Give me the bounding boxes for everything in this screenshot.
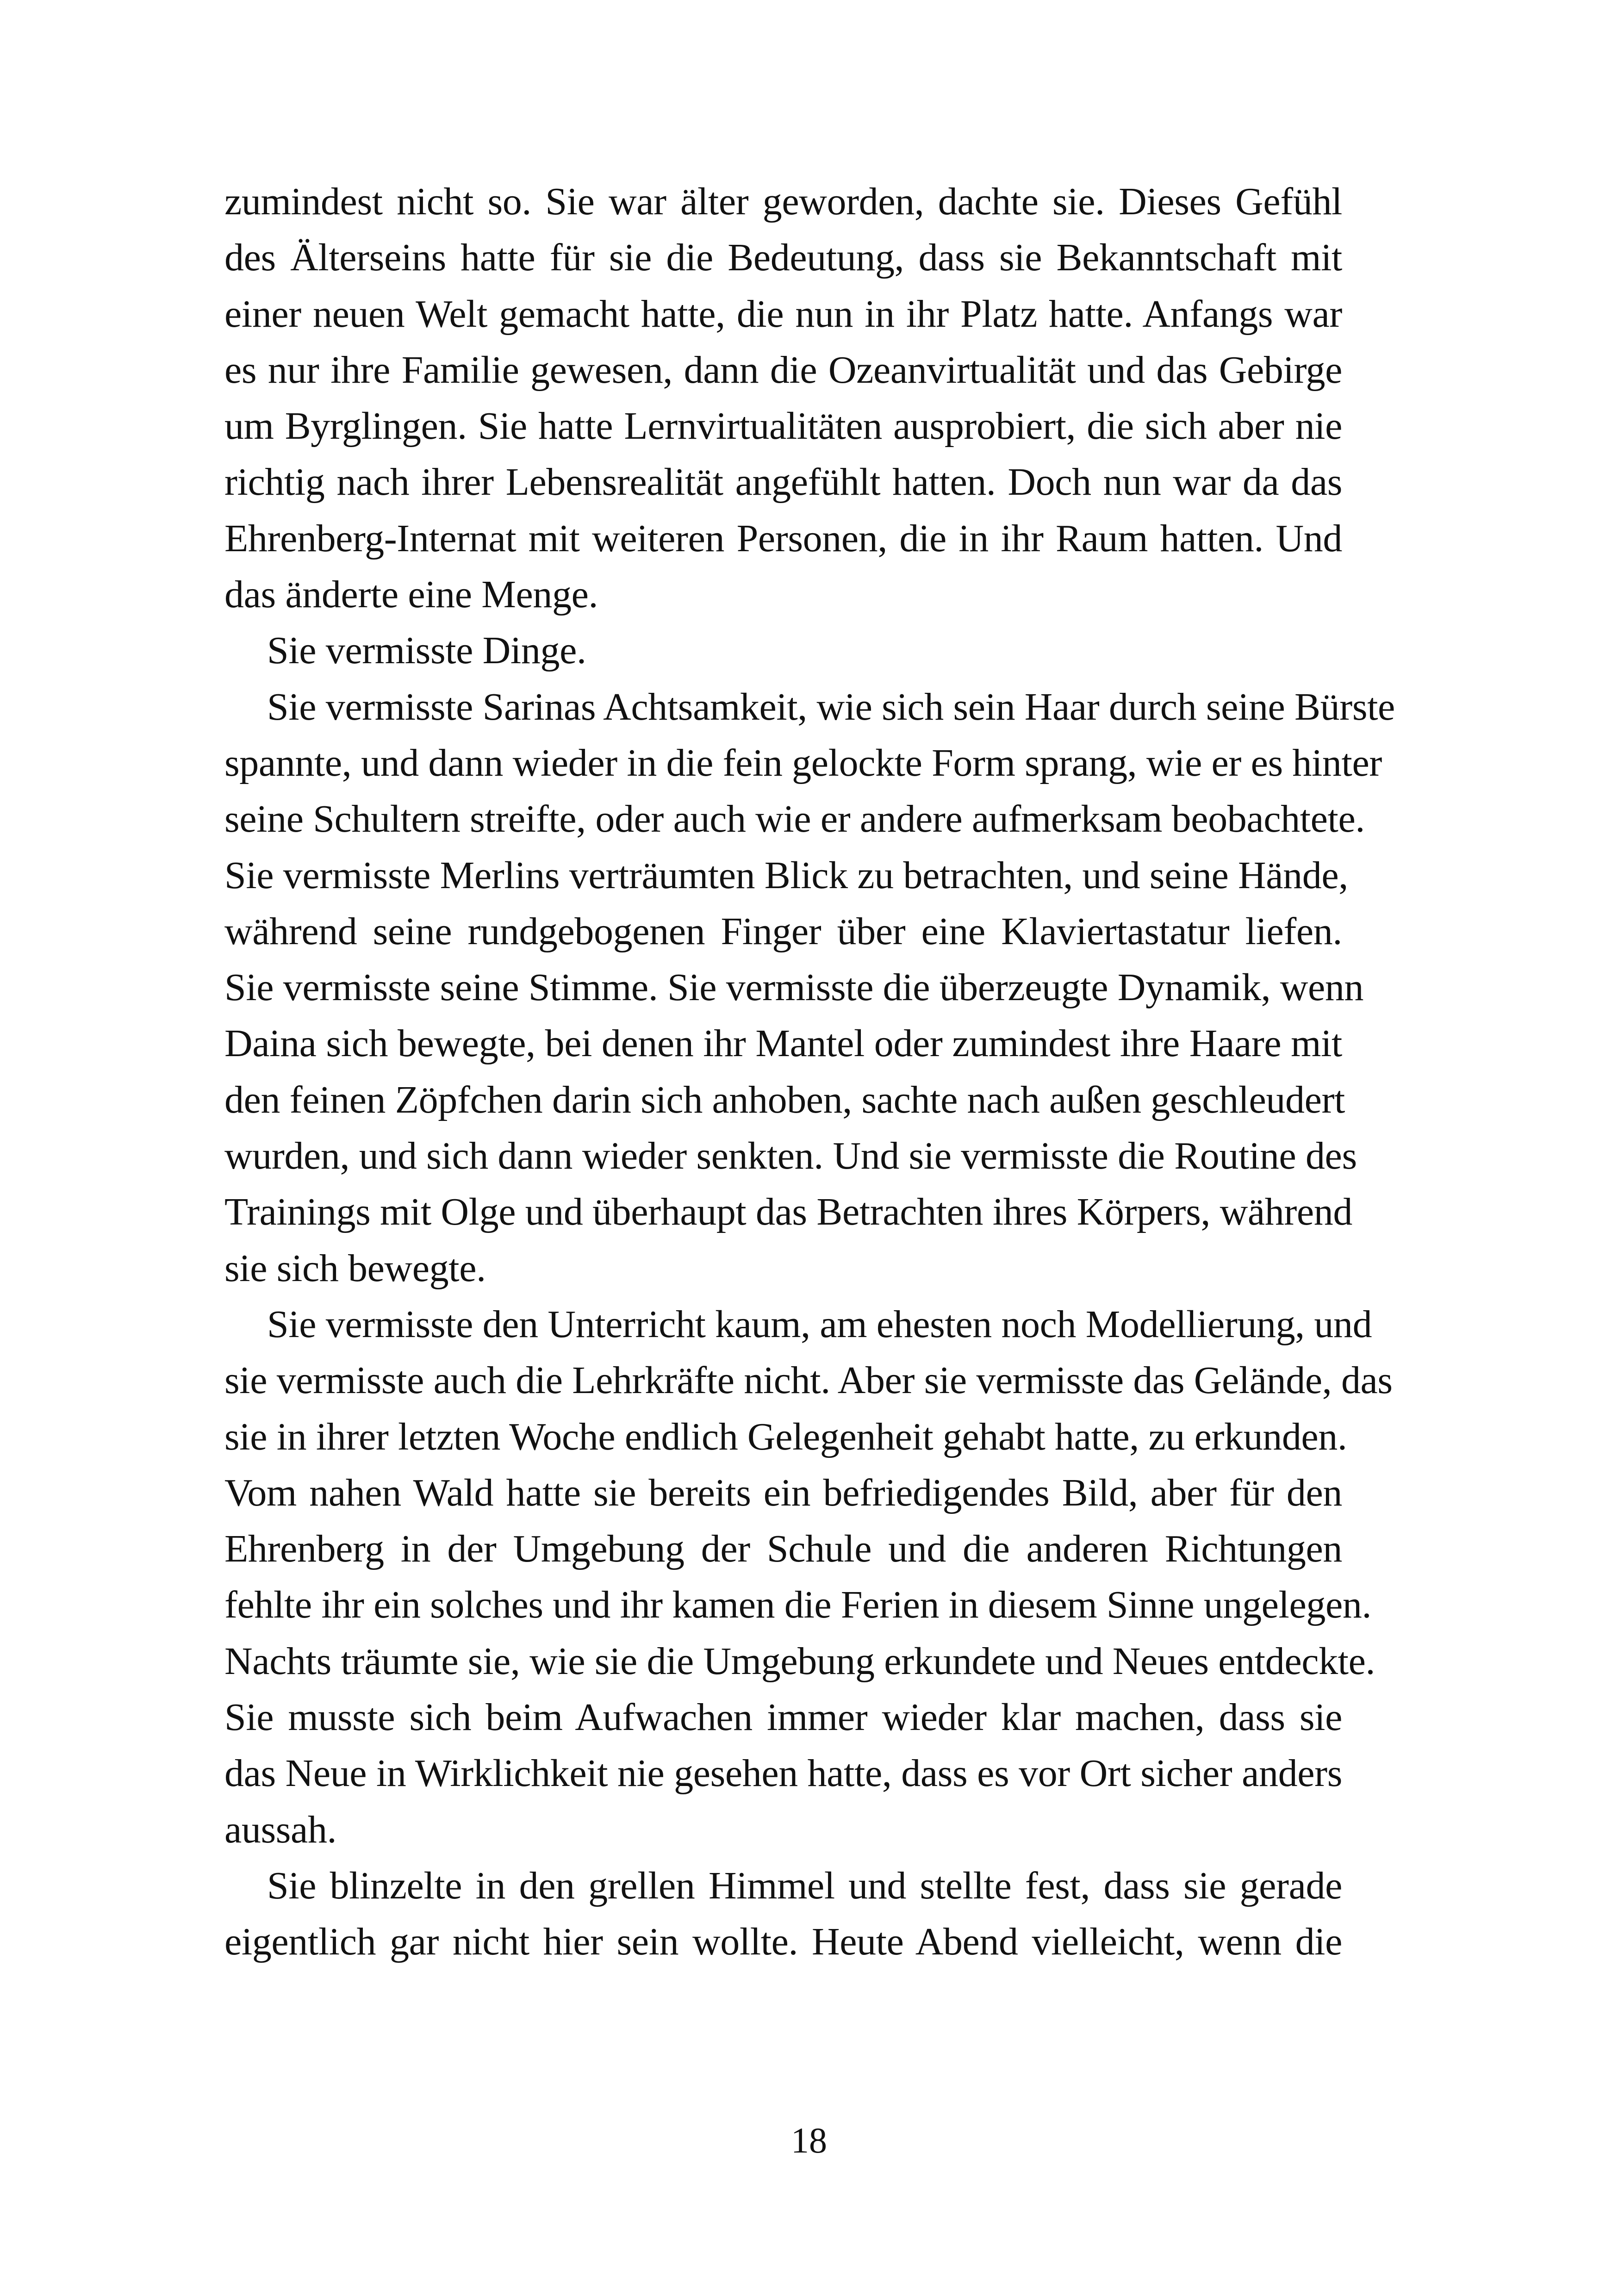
text-line: richtig nach ihrer Lebensrealität angefühlt hatten. Doch nun war da das	[224, 460, 1342, 504]
text-line: Sie vermisste seine Stimme. Sie vermisste die überzeugte Dynamik, wenn	[224, 966, 1364, 1009]
text-line: fehlte ihr ein solches und ihr kamen die Ferien in diesem Sinne ungelegen.	[224, 1583, 1372, 1627]
text-line: Sie vermisste den Unterricht kaum, am ehesten noch Modellierung, und	[267, 1302, 1372, 1346]
text-line: das Neue in Wirklichkeit nie gesehen hatte, dass es vor Ort sicher anders	[224, 1752, 1342, 1795]
text-line: Ehrenberg in der Umgebung der Schule und die anderen Richtungen	[224, 1527, 1342, 1571]
text-line: es nur ihre Familie gewesen, dann die Ozeanvirtualität und das Gebirge	[224, 348, 1342, 392]
text-line: wurden, und sich dann wieder senkten. Und sie vermisste die Routine des	[224, 1134, 1357, 1178]
body-text	[224, 174, 1395, 1970]
text-line: Sie vermisste Merlins verträumten Blick zu betrachten, und seine Hände,	[224, 853, 1348, 897]
text-line: Ehrenberg-Internat mit weiteren Personen, die in ihr Raum hatten. Und	[224, 516, 1342, 560]
text-line: einer neuen Welt gemacht hatte, die nun in ihr Platz hatte. Anfangs war	[224, 292, 1342, 336]
text-line: spannte, und dann wieder in die fein gelockte Form sprang, wie er es hinter	[224, 741, 1382, 784]
text-line: Sie vermisste Dinge.	[267, 629, 586, 672]
text-line: das änderte eine Menge.	[224, 573, 598, 616]
text-line: eigentlich gar nicht hier sein wollte. Heute Abend vielleicht, wenn die	[224, 1920, 1342, 1964]
text-line: des Älterseins hatte für sie die Bedeutung, dass sie Bekanntschaft mit	[224, 236, 1342, 280]
text-line: Nachts träumte sie, wie sie die Umgebung erkundete und Neues entdeckte.	[224, 1639, 1375, 1683]
text-line: seine Schultern streifte, oder auch wie er andere aufmerksam beobachtete.	[224, 797, 1365, 841]
text-line: den feinen Zöpfchen darin sich anhoben, sachte nach außen geschleudert	[224, 1078, 1345, 1121]
text-line: Daina sich bewegte, bei denen ihr Mantel oder zumindest ihre Haare mit	[224, 1022, 1342, 1065]
text-line: Vom nahen Wald hatte sie bereits ein befriedigendes Bild, aber für den	[224, 1471, 1342, 1514]
page-number: 18	[791, 2120, 827, 2160]
text-line: sie in ihrer letzten Woche endlich Gelegenheit gehabt hatte, zu erkunden.	[224, 1415, 1347, 1458]
text-line: aussah.	[224, 1808, 337, 1851]
text-line: zumindest nicht so. Sie war älter geworden, dachte sie. Dieses Gefühl	[224, 180, 1342, 223]
text-line: Sie musste sich beim Aufwachen immer wieder klar machen, dass sie	[224, 1696, 1342, 1739]
text-line: um Byrglingen. Sie hatte Lernvirtualitäten ausprobiert, die sich aber nie	[224, 404, 1342, 448]
text-line: Sie blinzelte in den grellen Himmel und stellte fest, dass sie gerade	[267, 1864, 1342, 1907]
text-line: Sie vermisste Sarinas Achtsamkeit, wie sich sein Haar durch seine Bürste	[267, 685, 1395, 728]
text-line: Trainings mit Olge und überhaupt das Betrachten ihres Körpers, während	[224, 1190, 1352, 1234]
text-line: während seine rundgebogenen Finger über eine Klaviertastatur liefen.	[224, 909, 1342, 953]
text-line: sie vermisste auch die Lehrkräfte nicht. Aber sie vermisste das Gelände, das	[224, 1359, 1393, 1402]
text-line: sie sich bewegte.	[224, 1246, 486, 1290]
